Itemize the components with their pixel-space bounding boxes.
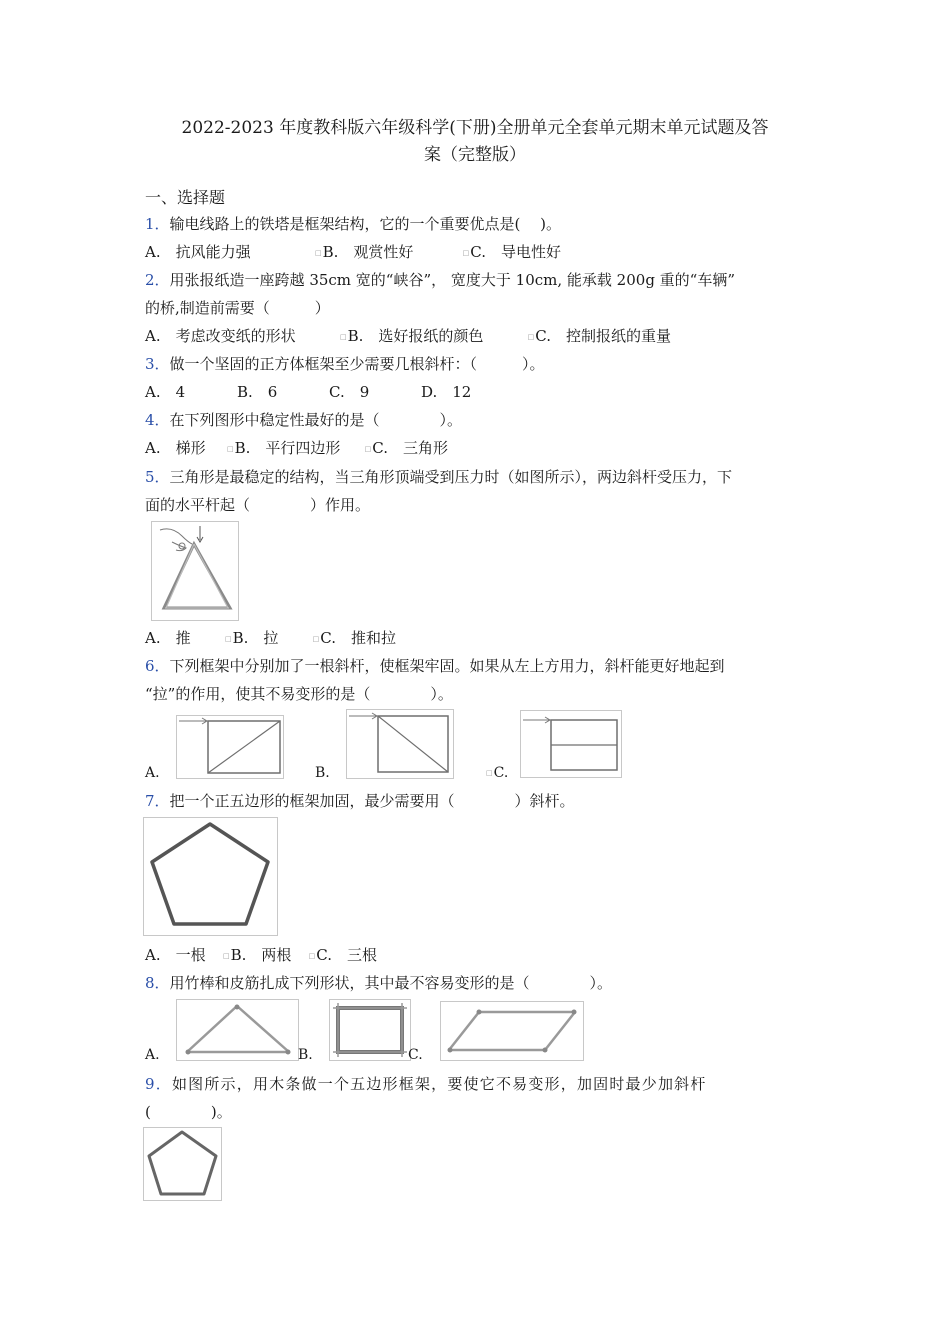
- option-b[interactable]: B. 观赏性好: [322, 243, 414, 261]
- option-c-text: C.: [493, 765, 509, 781]
- option-c-label[interactable]: [486, 764, 508, 782]
- option-b[interactable]: B. 拉: [232, 629, 279, 647]
- question-4-options: [145, 437, 810, 460]
- question-6-continued: “拉”的作用，使其不易变形的是（ ）。: [145, 685, 453, 703]
- triangle-press-figure: [151, 521, 239, 621]
- option-b[interactable]: B. 平行四边形: [234, 439, 341, 457]
- option-c[interactable]: C. 三角形: [372, 439, 448, 457]
- option-a[interactable]: A. 抗风能力强: [145, 243, 251, 261]
- option-d[interactable]: D. 12: [421, 383, 472, 401]
- question-text: 用竹棒和皮筋扎成下列形状，其中最不容易变形的是（ ）。: [169, 974, 613, 992]
- option-a[interactable]: A. 梯形: [145, 439, 206, 457]
- option-c[interactable]: C. 9: [329, 383, 370, 401]
- option-c[interactable]: C. 推和拉: [320, 629, 396, 647]
- question-9-continued: ( )。: [145, 1103, 232, 1121]
- marker-icon: □: [315, 249, 322, 257]
- option-b[interactable]: B. 6: [237, 383, 278, 401]
- question-5: [145, 466, 810, 488]
- question-number: 6．: [145, 657, 170, 675]
- question-2-continued: 的桥,制造前需要（ ）: [145, 299, 330, 317]
- marker-icon: □: [227, 445, 234, 453]
- marker-icon: □: [462, 249, 470, 257]
- option-a[interactable]: A. 考虑改变纸的形状: [145, 327, 296, 345]
- frame-figure-a[interactable]: [176, 715, 284, 779]
- question-text: 输电线路上的铁塔是框架结构，它的一个重要优点是( )。: [169, 215, 562, 233]
- question-2: [145, 269, 810, 291]
- question-text: 用张报纸造一座跨越 35cm 宽的“峡谷”， 宽度大于 10cm, 能承载 200g 重的“车辆”: [169, 271, 736, 289]
- question-text: 在下列图形中稳定性最好的是（ ）。: [169, 411, 463, 429]
- marker-icon: □: [308, 952, 316, 960]
- question-text: 下列框架中分别加了一根斜杆，使框架牢固。如果从左上方用力，斜杆能更好地起到: [169, 657, 725, 675]
- marker-icon: □: [364, 445, 372, 453]
- rectangle-shape-figure[interactable]: [329, 999, 411, 1061]
- section-heading: 一、选择题: [145, 188, 226, 207]
- question-text: 做一个坚固的正方体框架至少需要几根斜杆：（ ）。: [169, 355, 545, 373]
- question-3-options: [145, 381, 810, 403]
- frame-figure-c[interactable]: [520, 710, 622, 778]
- option-b-label[interactable]: B.: [298, 1047, 313, 1063]
- question-number: 8．: [145, 974, 170, 992]
- option-a[interactable]: A. 推: [145, 629, 191, 647]
- question-2-options: [145, 325, 810, 348]
- question-1-options: [145, 241, 810, 264]
- question-7: [145, 790, 810, 812]
- question-number: 2．: [145, 271, 170, 289]
- document-title-line-1: 2022-2023 年度教科版六年级科学(下册)全册单元全套单元期末单元试题及答: [181, 118, 769, 138]
- marker-icon: □: [223, 952, 230, 960]
- frame-figure-b[interactable]: [346, 709, 454, 779]
- question-text: 把一个正五边形的框架加固，最少需要用（ ）斜杆。: [169, 792, 575, 810]
- marker-icon: □: [312, 635, 320, 643]
- question-5-options: [145, 627, 810, 650]
- question-text: 三角形是最稳定的结构，当三角形顶端受到压力时（如图所示），两边斜杆受压力，下: [169, 468, 733, 486]
- question-number: 1．: [145, 215, 170, 233]
- question-number: 9．: [145, 1075, 172, 1093]
- question-number: 5．: [145, 468, 170, 486]
- marker-icon: □: [486, 769, 493, 777]
- option-a-label[interactable]: A.: [145, 765, 160, 781]
- document-title-line-2: 案（完整版）: [424, 145, 526, 165]
- option-c[interactable]: C. 控制报纸的重量: [535, 327, 671, 345]
- question-6: [145, 655, 810, 677]
- option-c-label[interactable]: C.: [408, 1047, 423, 1063]
- option-c[interactable]: C. 三根: [316, 946, 377, 964]
- marker-icon: □: [225, 635, 232, 643]
- question-3: [145, 353, 810, 375]
- option-b[interactable]: B. 选好报纸的颜色: [347, 327, 484, 345]
- question-7-options: [145, 944, 810, 967]
- question-8: [145, 972, 810, 994]
- pentagon-frame-figure: [143, 817, 278, 936]
- marker-icon: □: [527, 333, 535, 341]
- question-5-continued: 面的水平杆起（ ）作用。: [145, 496, 371, 514]
- question-number: 3．: [145, 355, 170, 373]
- pentagon-wood-frame-figure: [143, 1127, 222, 1201]
- option-a[interactable]: A. 4: [145, 383, 186, 401]
- option-c[interactable]: C. 导电性好: [470, 243, 561, 261]
- question-number: 4．: [145, 411, 170, 429]
- option-a[interactable]: A. 一根: [145, 946, 206, 964]
- question-9: [145, 1073, 810, 1095]
- option-b-label[interactable]: B.: [315, 765, 330, 781]
- triangle-shape-figure[interactable]: [176, 999, 299, 1061]
- parallelogram-shape-figure[interactable]: [440, 1001, 584, 1061]
- option-a-label[interactable]: A.: [145, 1047, 160, 1063]
- question-4: [145, 409, 810, 431]
- question-text: 如图所示，用木条做一个五边形框架，要使它不易变形，加固时最少加斜杆: [171, 1075, 707, 1093]
- question-1: [145, 213, 810, 235]
- question-number: 7．: [145, 792, 170, 810]
- marker-icon: □: [340, 333, 347, 341]
- option-b[interactable]: B. 两根: [230, 946, 292, 964]
